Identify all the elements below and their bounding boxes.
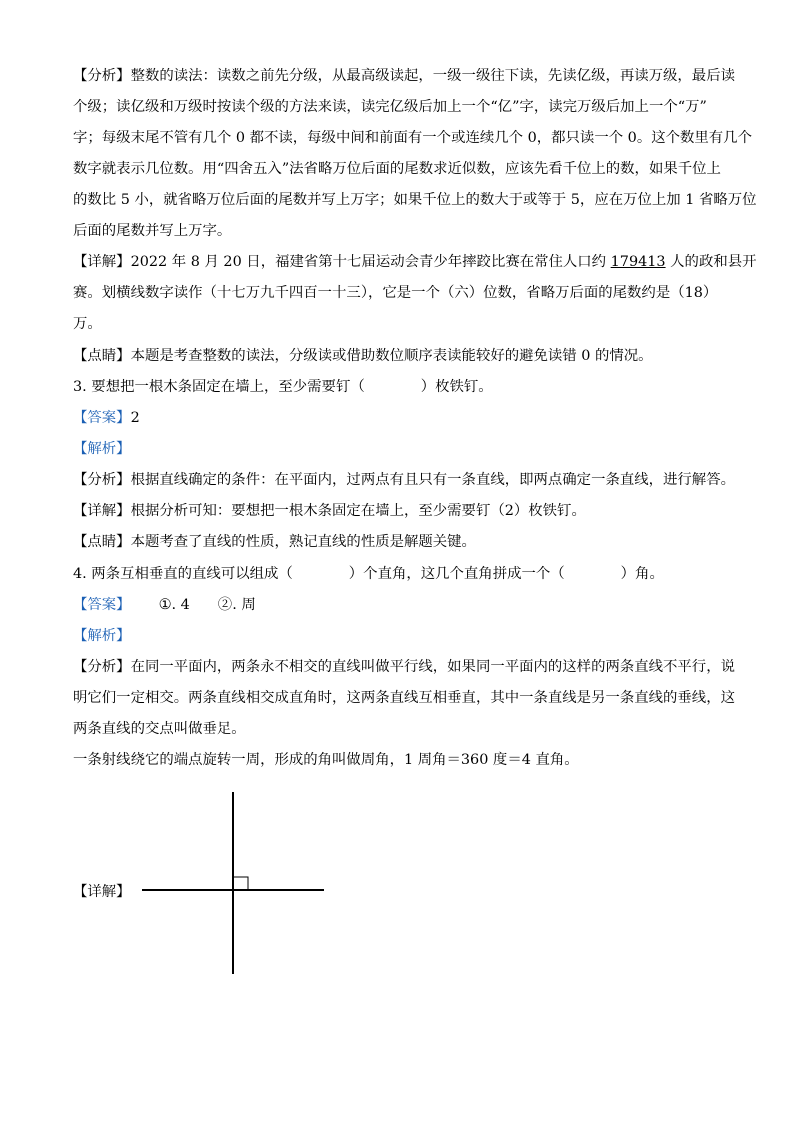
analysis-line-5: 的数比 5 小，就省略万位后面的尾数并写上万字；如果千位上的数大于或等于 5，应在万位上加 1 省略万位	[73, 192, 757, 208]
q4-answer	[73, 595, 733, 615]
answer-tag: 【答案】	[73, 410, 131, 426]
q4-analysis-line-2: 明它们一定相交。两条直线相交成直角时，这两条直线互相垂直，其中一条直线是另一条直线的垂线，这	[73, 690, 735, 706]
analysis-line-6: 后面的尾数并写上万字。	[73, 223, 232, 239]
q4-analysis-line-1: 【分析】在同一平面内，两条永不相交的直线叫做平行线，如果同一平面内的这样的两条直线不平行，说	[73, 659, 735, 675]
q4-text-a: 4. 两条互相垂直的直线可以组成（	[73, 566, 293, 582]
q4-analysis-line-4: 一条射线绕它的端点旋转一周，形成的角叫做周角，1 周角＝360 度＝4 直角。	[73, 752, 579, 768]
answer-1: ①. 4	[158, 597, 190, 613]
right-angle-mark	[233, 877, 248, 890]
detail-text-a: 【详解】2022 年 8 月 20 日，福建省第十七届运动会青少年摔跤比赛在常住人口约	[73, 254, 611, 270]
answer-tag: 【答案】	[73, 597, 131, 613]
question-4	[73, 564, 733, 584]
analysis-line-4: 数字就表示几位数。用“四舍五入”法省略万位后面的尾数求近似数，应该先看千位上的数，如果千位上	[73, 161, 721, 177]
q4-text-b: ）个直角，这几个直角拼成一个（	[348, 566, 565, 582]
q3-jiexi-tag: 【解析】	[73, 441, 131, 457]
underlined-number: 179413	[610, 254, 666, 270]
answer-2: ②. 周	[217, 597, 256, 613]
detail-line-2: 赛。划横线数字读作（十七万九千四百一十三），它是一个（六）位数，省略万后面的尾数约是（18）	[73, 285, 718, 301]
q3-detail: 【详解】根据分析可知：要想把一根木条固定在墙上，至少需要钉（2）枚铁钉。	[73, 503, 586, 519]
detail-text-b: 人的政和县开	[665, 254, 757, 270]
q3-analysis: 【分析】根据直线确定的条件：在平面内，过两点有且只有一条直线，即两点确定一条直线，进行解答。	[73, 472, 735, 488]
dianjing-line: 【点睛】本题是考查整数的读法，分级读或借助数位顺序表读能较好的避免读错 0 的情况。	[73, 348, 653, 364]
q4-text-c: ）角。	[620, 566, 664, 582]
analysis-line-2: 个级；读亿级和万级时按读个级的方法来读，读完亿级后加上一个“亿”字，读完万级后加上一个“万”	[73, 99, 707, 115]
analysis-line-3: 字；每级末尾不管有几个 0 都不读，每级中间和前面有一个或连续几个 0，都只读一个 0。这个数里有几个	[73, 130, 752, 146]
answer-value: 2	[130, 410, 140, 426]
q4-jiexi-tag: 【解析】	[73, 628, 131, 644]
detail-line-1	[73, 252, 757, 272]
detail-line-3: 万。	[73, 316, 102, 332]
question-3	[73, 377, 733, 397]
analysis-line-1: 【分析】整数的读法：读数之前先分级，从最高级读起，一级一级往下读，先读亿级，再读万级，最后读	[73, 68, 735, 84]
q4-detail-tag: 【详解】	[73, 884, 131, 900]
q3-text-b: ）枚铁钉。	[420, 379, 493, 395]
q3-text-a: 3. 要想把一根木条固定在墙上，至少需要钉（	[73, 379, 365, 395]
q3-dianjing: 【点睛】本题考查了直线的性质，熟记直线的性质是解题关键。	[73, 534, 476, 550]
perpendicular-lines-figure	[140, 790, 326, 976]
q3-answer	[73, 408, 733, 428]
q4-analysis-line-3: 两条直线的交点叫做垂足。	[73, 721, 246, 737]
